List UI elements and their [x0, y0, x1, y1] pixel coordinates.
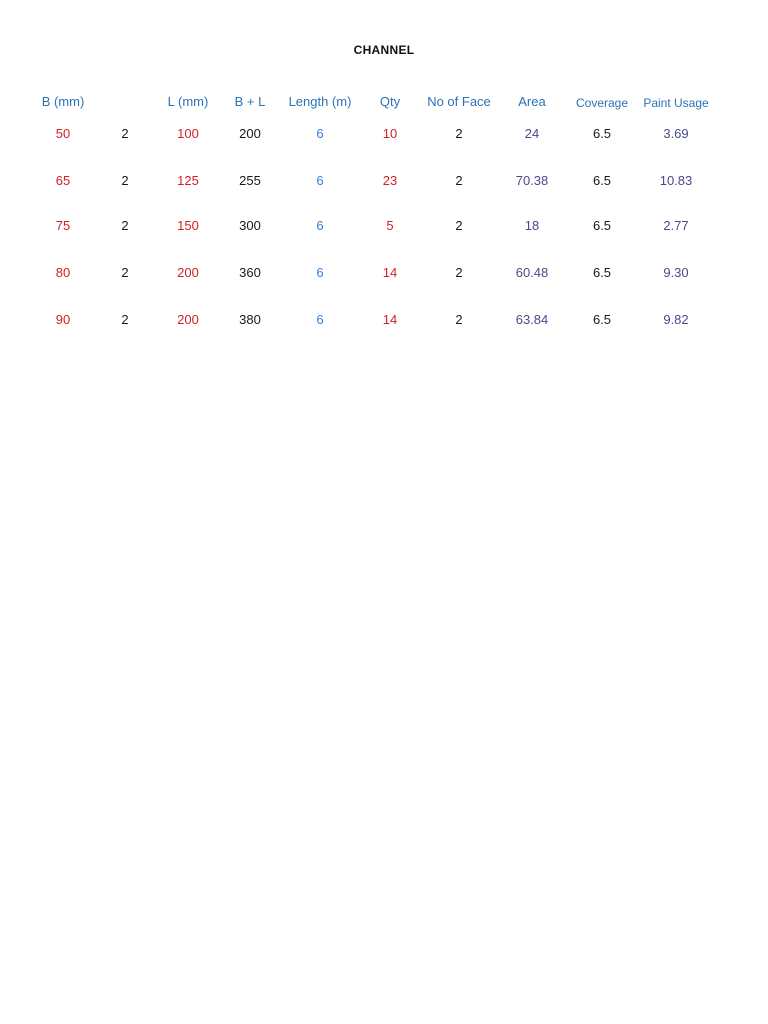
header-qty: Qty: [379, 94, 401, 109]
cell-length-m: 6: [316, 126, 324, 141]
header-coverage: Coverage: [575, 96, 629, 110]
cell-b-plus-l: 255: [239, 173, 261, 188]
cell-length-m: 6: [316, 312, 324, 327]
cell-no-of-face: 2: [455, 312, 463, 327]
cell-l-mm: 100: [177, 126, 199, 141]
cell-b-plus-l: 380: [239, 312, 261, 327]
cell-count: 2: [121, 173, 129, 188]
cell-area: 60.48: [515, 265, 549, 280]
cell-qty: 14: [382, 265, 398, 280]
header-b-mm: B (mm): [41, 94, 85, 109]
cell-length-m: 6: [316, 173, 324, 188]
cell-length-m: 6: [316, 265, 324, 280]
cell-coverage: 6.5: [592, 126, 612, 141]
cell-area: 70.38: [515, 173, 549, 188]
header-paint-usage: Paint Usage: [643, 96, 709, 110]
header-length-m: Length (m): [288, 94, 352, 109]
cell-no-of-face: 2: [455, 218, 463, 233]
cell-b-mm: 50: [55, 126, 71, 141]
cell-paint-usage: 9.82: [663, 312, 689, 327]
cell-length-m: 6: [316, 218, 324, 233]
cell-b-plus-l: 360: [239, 265, 261, 280]
cell-l-mm: 200: [177, 265, 199, 280]
cell-count: 2: [121, 218, 129, 233]
cell-coverage: 6.5: [592, 218, 612, 233]
cell-coverage: 6.5: [592, 265, 612, 280]
cell-coverage: 6.5: [592, 312, 612, 327]
cell-no-of-face: 2: [455, 173, 463, 188]
cell-b-mm: 90: [55, 312, 71, 327]
cell-paint-usage: 9.30: [663, 265, 689, 280]
header-l-mm: L (mm): [167, 94, 209, 109]
cell-count: 2: [121, 312, 129, 327]
cell-b-mm: 65: [55, 173, 71, 188]
header-area: Area: [518, 94, 546, 109]
cell-l-mm: 200: [177, 312, 199, 327]
cell-l-mm: 150: [177, 218, 199, 233]
cell-area: 63.84: [515, 312, 549, 327]
cell-count: 2: [121, 126, 129, 141]
cell-b-mm: 75: [55, 218, 71, 233]
header-no-of-face: No of Face: [427, 94, 491, 109]
cell-area: 18: [524, 218, 540, 233]
cell-coverage: 6.5: [592, 173, 612, 188]
sheet-title: CHANNEL: [353, 43, 415, 57]
cell-no-of-face: 2: [455, 265, 463, 280]
cell-b-plus-l: 300: [239, 218, 261, 233]
cell-area: 24: [524, 126, 540, 141]
cell-paint-usage: 2.77: [663, 218, 689, 233]
cell-paint-usage: 10.83: [659, 173, 693, 188]
header-b-plus-l: B + L: [234, 94, 266, 109]
cell-qty: 14: [382, 312, 398, 327]
cell-qty: 10: [382, 126, 398, 141]
cell-qty: 5: [386, 218, 394, 233]
cell-l-mm: 125: [177, 173, 199, 188]
cell-count: 2: [121, 265, 129, 280]
cell-qty: 23: [382, 173, 398, 188]
cell-paint-usage: 3.69: [663, 126, 689, 141]
cell-no-of-face: 2: [455, 126, 463, 141]
cell-b-mm: 80: [55, 265, 71, 280]
cell-b-plus-l: 200: [239, 126, 261, 141]
